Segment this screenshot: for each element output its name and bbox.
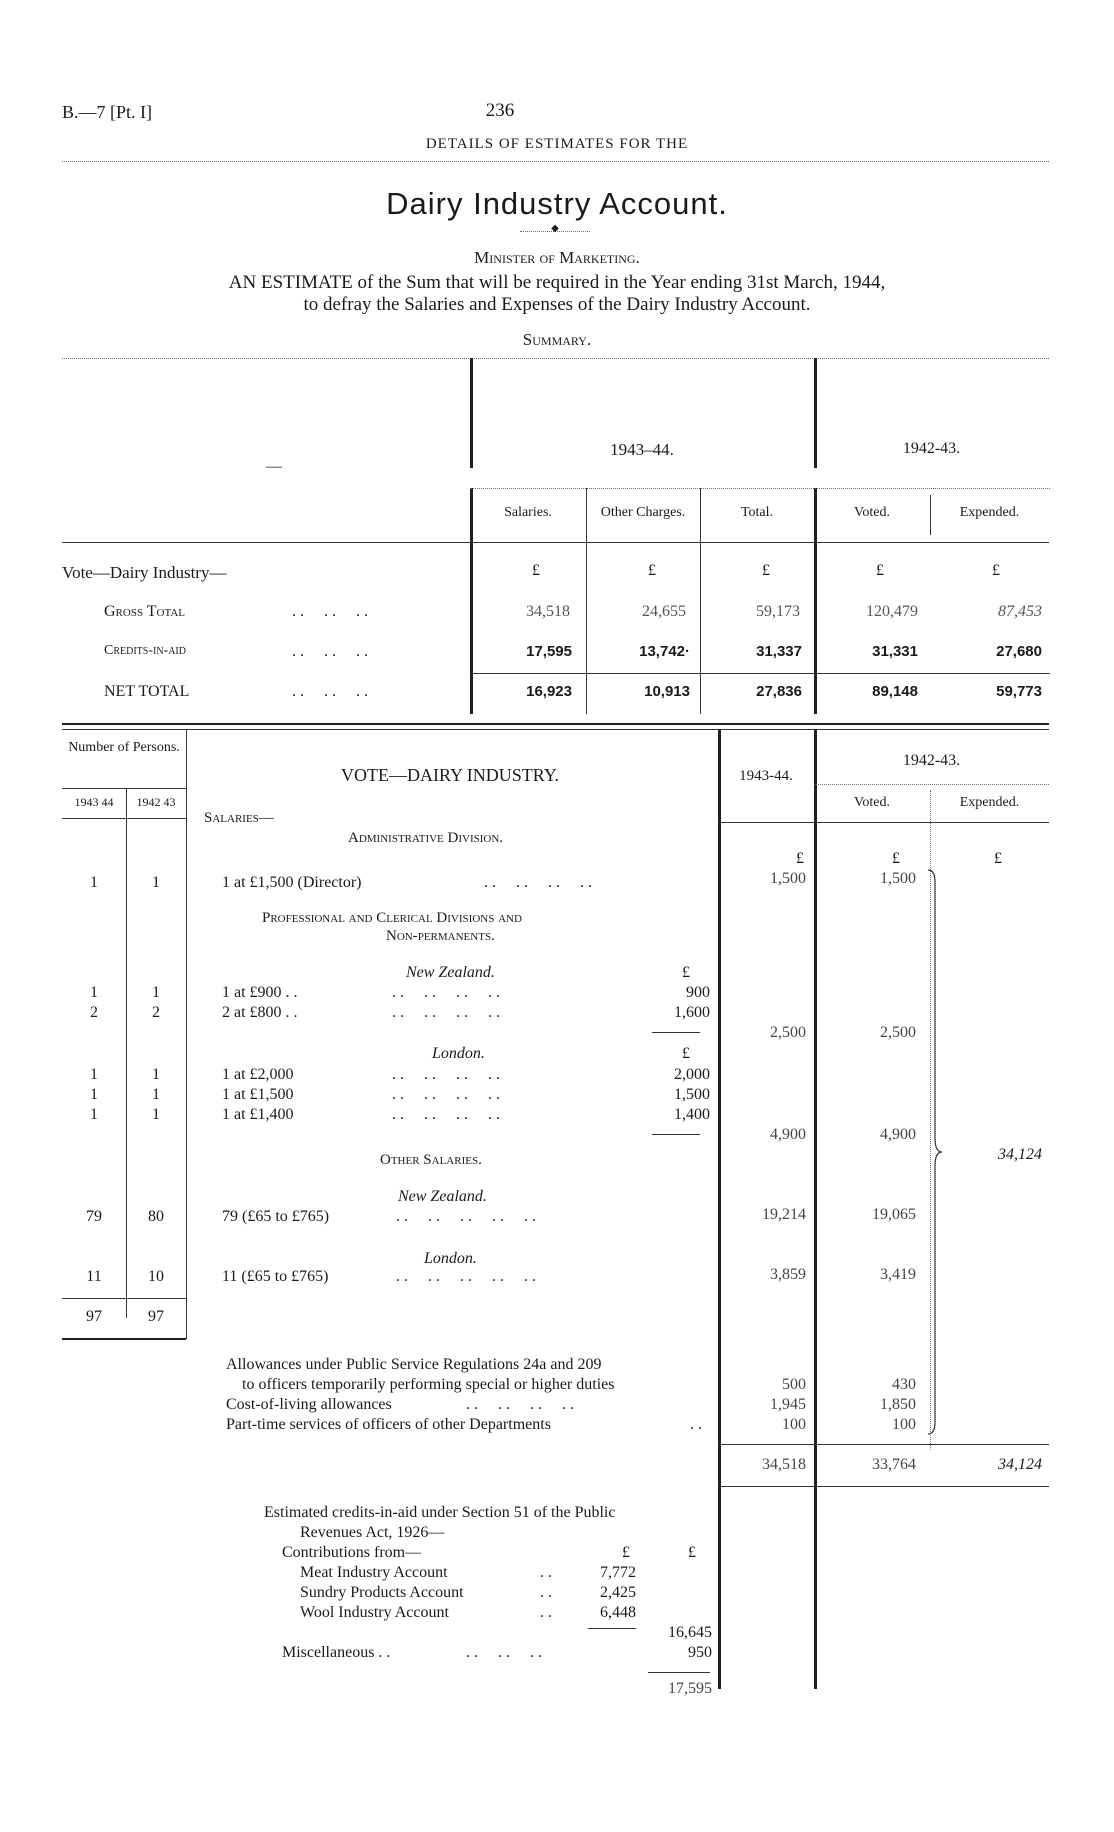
- detail-col-1942: 1942-43.: [902, 752, 961, 769]
- diamond-ornament-icon: ◆: [551, 223, 559, 234]
- credits-total-rule: [648, 1672, 710, 1673]
- page-title: Dairy Industry Account.: [386, 186, 728, 221]
- row-label: Gross Total: [104, 603, 186, 620]
- cell-salaries: 34,518: [526, 603, 570, 620]
- persons-total-1942: 97: [148, 1308, 164, 1325]
- contrib-sum-rule: [588, 1628, 636, 1629]
- cost-of-living-estimate: 1,945: [770, 1396, 806, 1413]
- detail-sub-rule: [814, 784, 1049, 785]
- pound-sign: £: [796, 850, 804, 867]
- london-voted: 4,900: [880, 1126, 916, 1143]
- vote-title: VOTE—DAIRY INDUSTRY.: [340, 765, 559, 785]
- leader-dots: . . . . . . . . . .: [396, 1268, 536, 1285]
- voted-value: 1,500: [880, 870, 916, 887]
- persons-1942: 1: [152, 1086, 160, 1103]
- part-time-estimate: 100: [782, 1416, 806, 1433]
- leader-dots: . . . . . . . .: [392, 984, 500, 1001]
- leader-dots: . . . . . . . . . .: [396, 1208, 536, 1225]
- nz-voted: 2,500: [880, 1024, 916, 1041]
- row-label: 1 at £1,400: [222, 1106, 294, 1123]
- nz-estimate: 2,500: [770, 1024, 806, 1041]
- salaries-heading: Salaries—: [204, 810, 274, 826]
- leader-dots: . . . . . . . .: [392, 1086, 500, 1103]
- vote-label: Vote—Dairy Industry—: [62, 563, 227, 582]
- estimate-value: 1,500: [770, 870, 806, 887]
- net-total-rule: [470, 673, 1050, 674]
- row-label: 1 at £1,500 (Director): [222, 874, 362, 891]
- leader-dots: . . . . . . . .: [466, 1396, 574, 1413]
- year-1942-header: 1942 43: [136, 795, 176, 809]
- row-label: NET TOTAL: [104, 683, 190, 700]
- page-number: 236: [485, 100, 515, 121]
- leader-dots: . . . . . . . .: [392, 1066, 500, 1083]
- persons-1943: 1: [90, 1106, 98, 1123]
- cell-voted: 31,331: [872, 643, 918, 660]
- persons-1942: 1: [152, 984, 160, 1001]
- contributions-label: Contributions from—: [282, 1544, 422, 1561]
- row-label: 1 at £2,000: [222, 1066, 294, 1083]
- persons-1943: 1: [90, 1086, 98, 1103]
- pound-sign: £: [688, 1544, 696, 1561]
- row-label: 11 (£65 to £765): [222, 1268, 329, 1285]
- persons-1942: 10: [148, 1268, 164, 1285]
- estimate-value: 19,214: [762, 1206, 806, 1223]
- row-label: 2 at £800 . .: [222, 1004, 298, 1021]
- leader-dots: . . . . . .: [292, 603, 368, 620]
- admin-division-heading: Administrative Division.: [348, 830, 504, 846]
- london-heading: London.: [432, 1045, 485, 1062]
- persons-1942: 80: [148, 1208, 164, 1225]
- allowances-estimate: 500: [782, 1376, 806, 1393]
- cell-other: 13,742·: [639, 643, 690, 660]
- persons-year-rule: [62, 818, 186, 819]
- detail-col-1943: 1943-44.: [739, 768, 793, 784]
- persons-1942: 1: [152, 874, 160, 891]
- row-label: 1 at £1,500: [222, 1086, 294, 1103]
- leader-dots: . . . . . . . .: [484, 874, 592, 891]
- other-london-heading: London.: [424, 1250, 477, 1267]
- voted-value: 19,065: [872, 1206, 916, 1223]
- pound-sign: £: [994, 850, 1002, 867]
- amount: 1,600: [674, 1004, 710, 1021]
- detail-col-expended: Expended.: [959, 795, 1020, 810]
- allowances-voted: 430: [892, 1376, 916, 1393]
- leader-dots: . . . . . . . .: [392, 1004, 500, 1021]
- pound-sign: £: [762, 562, 770, 579]
- summary-header-rule: [62, 542, 1049, 543]
- detail-header-rule: [718, 822, 1049, 823]
- estimate-line-2: to defray the Salaries and Expenses of the Dairy Industry Account.: [303, 294, 811, 315]
- cell-expended: 59,773: [996, 683, 1042, 700]
- estimate-line-1: AN ESTIMATE of the Sum that will be required in the Year ending 31st March, 1944,: [228, 272, 886, 293]
- persons-1943: 2: [90, 1004, 98, 1021]
- pound-sign: £: [532, 562, 540, 579]
- page-subtitle: DETAILS OF ESTIMATES FOR THE: [425, 136, 689, 152]
- contribution-label: Wool Industry Account: [300, 1604, 449, 1621]
- persons-1942: 1: [152, 1106, 160, 1123]
- cell-salaries: 16,923: [526, 683, 572, 700]
- credits-line-2: Revenues Act, 1926—: [300, 1524, 445, 1541]
- leader-dots: . .: [540, 1564, 552, 1581]
- cell-expended: 27,680: [996, 643, 1042, 660]
- cell-other: 24,655: [642, 603, 686, 620]
- estimate-value: 3,859: [770, 1266, 806, 1283]
- subtotal-rule: [652, 1032, 700, 1033]
- row-label: Credits-in-aid: [104, 643, 186, 658]
- detail-top-rule: [62, 729, 1049, 730]
- detail-col-voted: Voted.: [854, 795, 890, 810]
- amount: 2,000: [674, 1066, 710, 1083]
- year-1943-header: 1943 44: [74, 795, 114, 809]
- persons-1943: 1: [90, 874, 98, 891]
- persons-1942: 1: [152, 1066, 160, 1083]
- minister-line: Minister of Marketing.: [474, 248, 640, 267]
- summary-sub-expended: Expended.: [959, 505, 1020, 520]
- pound-sign: £: [648, 562, 656, 579]
- row-label: 79 (£65 to £765): [222, 1208, 330, 1225]
- leader-dots: . . . . . .: [292, 643, 368, 660]
- summary-col-1942: 1942-43.: [902, 440, 961, 457]
- cell-total: 59,173: [756, 603, 800, 620]
- persons-1942: 2: [152, 1004, 160, 1021]
- persons-total-rule: [62, 1298, 186, 1299]
- new-zealand-heading: New Zealand.: [406, 964, 495, 981]
- amount: 1,500: [674, 1086, 710, 1103]
- summary-bottom-rule: [62, 723, 1049, 725]
- persons-header-rule: [62, 788, 186, 789]
- contribution-amount: 2,425: [600, 1584, 636, 1601]
- cell-voted: 89,148: [872, 683, 918, 700]
- persons-1943: 1: [90, 984, 98, 1001]
- amount: 1,400: [674, 1106, 710, 1123]
- totals-top-rule: [718, 1444, 1049, 1445]
- summary-top-rule: [62, 358, 1049, 359]
- subtotal-rule: [652, 1134, 700, 1135]
- expended-brace-value: 34,124: [998, 1146, 1042, 1163]
- amount: 900: [686, 984, 710, 1001]
- pound-sign: £: [992, 562, 1000, 579]
- cell-other: 10,913: [644, 683, 690, 700]
- pound-sign: £: [682, 964, 690, 981]
- persons-1943: 11: [86, 1268, 102, 1285]
- summary-sub-other: Other Charges.: [600, 505, 686, 520]
- summary-sub-total: Total.: [740, 505, 774, 520]
- summary-heading: Summary.: [522, 330, 592, 349]
- number-of-persons-header: Number of Persons.: [68, 740, 180, 755]
- leader-dots: . . . . . .: [466, 1644, 542, 1661]
- other-nz-heading: New Zealand.: [398, 1188, 487, 1205]
- cell-expended: 87,453: [998, 603, 1042, 620]
- non-permanents-heading: Non-permanents.: [386, 928, 495, 944]
- credits-line-1: Estimated credits-in-aid under Section 51 of the Public: [264, 1504, 616, 1521]
- allowances-line-2: to officers temporarily performing special or higher duties: [242, 1376, 615, 1393]
- pound-sign: £: [682, 1045, 690, 1062]
- salaries-estimate-total: 34,518: [762, 1456, 806, 1473]
- salaries-expended-total: 34,124: [998, 1456, 1042, 1473]
- cell-salaries: 17,595: [526, 643, 572, 660]
- totals-bottom-rule: [718, 1486, 1049, 1487]
- leader-dots: . . . . . . . .: [392, 1106, 500, 1123]
- summary-divider: [814, 488, 817, 714]
- contributions-sum: 16,645: [668, 1624, 712, 1641]
- leader-dots: . .: [690, 1416, 702, 1433]
- persons-divider: [126, 788, 127, 1318]
- leader-dots: . . . . . .: [292, 683, 368, 700]
- summary-divider: [470, 488, 473, 714]
- summary-sub-salaries: Salaries.: [504, 505, 552, 520]
- document-reference: B.—7 [Pt. I]: [62, 102, 152, 122]
- cell-voted: 120,479: [866, 603, 918, 620]
- other-salaries-heading: Other Salaries.: [380, 1152, 482, 1168]
- miscellaneous-label: Miscellaneous . .: [282, 1644, 391, 1661]
- summary-divider: [700, 488, 701, 714]
- persons-1943: 79: [86, 1208, 102, 1225]
- voted-value: 3,419: [880, 1266, 916, 1283]
- credits-total: 17,595: [668, 1680, 712, 1697]
- contribution-amount: 7,772: [600, 1564, 636, 1581]
- pound-sign: £: [876, 562, 884, 579]
- cell-total: 31,337: [756, 643, 802, 660]
- salaries-voted-total: 33,764: [872, 1456, 916, 1473]
- london-estimate: 4,900: [770, 1126, 806, 1143]
- summary-sub-rule: [470, 488, 1050, 489]
- persons-total-1943: 97: [86, 1308, 102, 1325]
- persons-bottom-rule: [62, 1338, 186, 1340]
- cost-of-living-label: Cost-of-living allowances: [226, 1396, 392, 1413]
- row-label: 1 at £900 . .: [222, 984, 298, 1001]
- persons-1943: 1: [90, 1066, 98, 1083]
- header-rule: [62, 161, 1049, 162]
- persons-outer-divider: [186, 729, 187, 1339]
- allowances-line-1: Allowances under Public Service Regulations 24a and 209: [226, 1356, 602, 1373]
- pound-sign: £: [892, 850, 900, 867]
- cell-total: 27,836: [756, 683, 802, 700]
- cost-of-living-voted: 1,850: [880, 1396, 916, 1413]
- pound-sign: £: [622, 1544, 630, 1561]
- prof-clerical-heading: Professional and Clerical Divisions and: [262, 910, 522, 926]
- summary-sub-voted: Voted.: [854, 505, 890, 520]
- leader-dots: . .: [540, 1584, 552, 1601]
- summary-col-1943: 1943–44.: [610, 440, 674, 459]
- miscellaneous-amount: 950: [688, 1644, 712, 1661]
- stub-dash: —: [266, 458, 282, 475]
- leader-dots: . .: [540, 1604, 552, 1621]
- contribution-amount: 6,448: [600, 1604, 636, 1621]
- contribution-label: Sundry Products Account: [300, 1584, 464, 1601]
- part-time-label: Part-time services of officers of other Departments: [226, 1416, 551, 1433]
- right-brace-icon: [926, 868, 946, 1436]
- part-time-voted: 100: [892, 1416, 916, 1433]
- contribution-label: Meat Industry Account: [300, 1564, 448, 1581]
